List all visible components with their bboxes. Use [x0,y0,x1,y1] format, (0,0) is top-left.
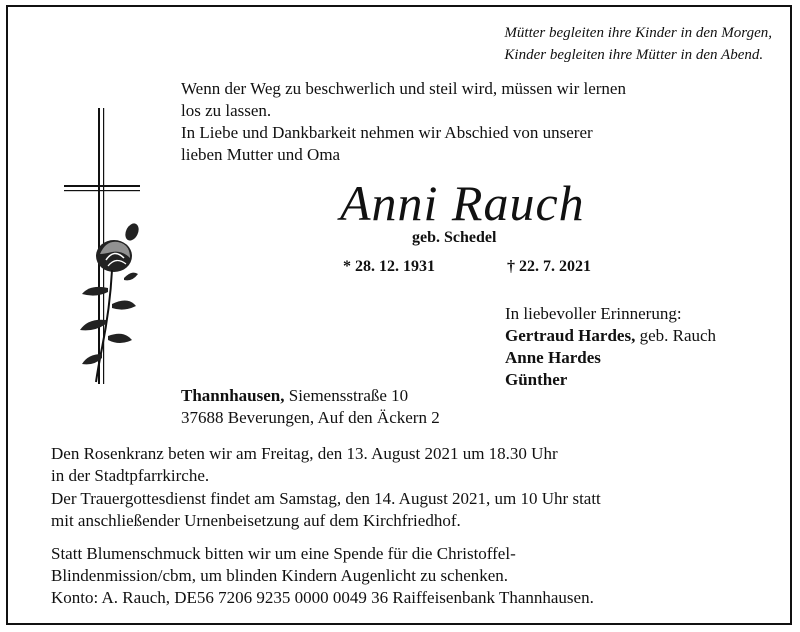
mourner-3: Günther [505,370,568,389]
mourner-1 [505,325,716,347]
donation-line-2: Blindenmission/cbm, um blinden Kindern Augenlicht zu schenken. [51,566,509,585]
maiden-name: geb. Schedel [412,229,497,246]
mourner-2: Anne Hardes [505,348,601,367]
donation-line-1: Statt Blumenschmuck bitten wir um eine Spende für die Christoffel- [51,544,516,563]
donation-line-3: Konto: A. Rauch, DE56 7206 9235 0000 0049 36 Raiffeisenbank Thannhausen. [51,588,594,607]
address-line-1 [181,385,440,407]
address-town: Thannhausen, [181,386,285,405]
mourner-1-name: Gertraud Hardes, [505,326,636,345]
rosary-paragraph [51,443,558,487]
cross-with-rose-icon [62,108,142,388]
service-line-1: Der Trauergottesdienst findet am Samstag, den 14. August 2021, um 10 Uhr statt [51,489,601,508]
service-paragraph [51,488,601,532]
service-line-2: mit anschließender Urnenbeisetzung auf dem Kirchfriedhof. [51,511,461,530]
motto-line-1: Mütter begleiten ihre Kinder in den Morgen, [504,25,772,41]
motto-quote [504,22,772,66]
address-line-2: 37688 Beverungen, Auf den Äckern 2 [181,408,440,427]
birth-date: * 28. 12. 1931 [343,258,435,275]
intro-line-1: Wenn der Weg zu beschwerlich und steil wird, müssen wir lernen [181,79,626,98]
deceased-name: Anni Rauch [340,175,585,231]
intro-text [181,78,626,166]
mourners-list [505,303,716,391]
address-street: Siemensstraße 10 [284,386,409,405]
motto-line-2: Kinder begleiten ihre Mütter in den Abend. [504,47,764,63]
rosary-line-2: in der Stadtpfarrkirche. [51,466,210,485]
rosary-line-1: Den Rosenkranz beten wir am Freitag, den 13. August 2021 um 18.30 Uhr [51,444,558,463]
intro-line-2: los zu lassen. [181,101,272,120]
mourner-1-maiden: geb. Rauch [635,326,717,345]
intro-line-4: lieben Mutter und Oma [181,145,341,164]
death-date: † 22. 7. 2021 [507,258,591,275]
address-block [181,385,440,429]
intro-line-3: In Liebe und Dankbarkeit nehmen wir Abschied von unserer [181,123,593,142]
mourners-heading: In liebevoller Erinnerung: [505,304,682,323]
donation-paragraph [51,543,594,609]
